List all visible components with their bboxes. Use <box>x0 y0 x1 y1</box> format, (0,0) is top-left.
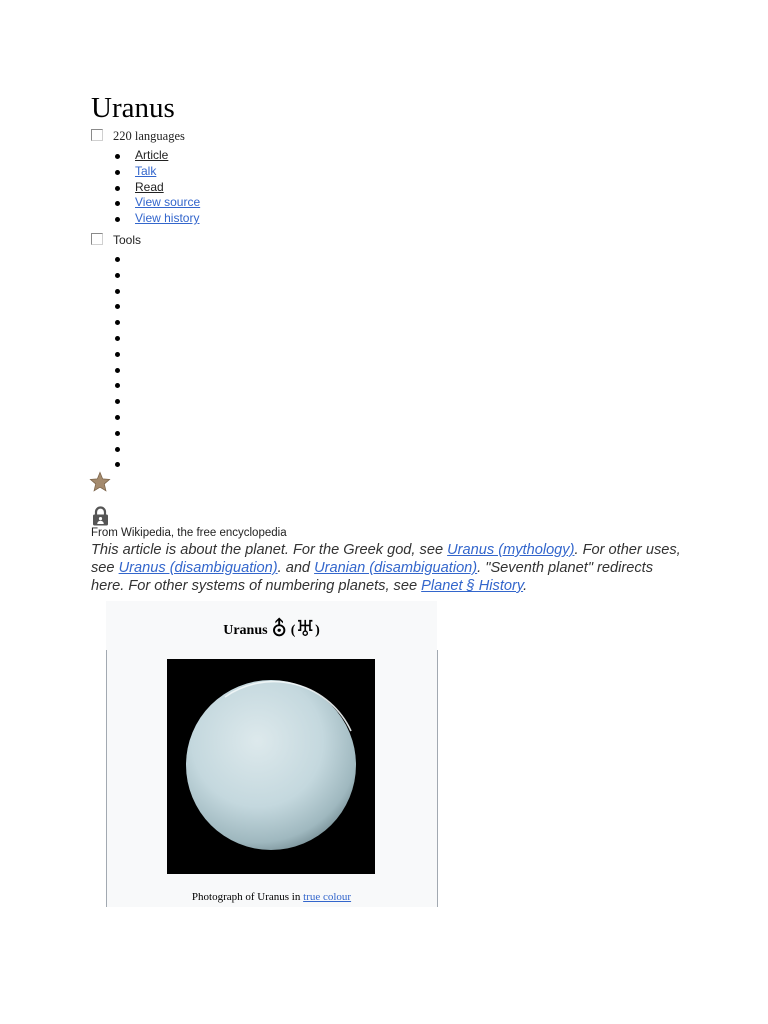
tab-view-history[interactable]: View history <box>135 211 200 226</box>
hatnote-link-planet-history[interactable]: Planet § History <box>421 578 524 594</box>
infobox <box>106 601 437 907</box>
paren-open: ( <box>290 623 296 638</box>
tab-view-source[interactable]: View source <box>135 195 201 210</box>
infobox-title <box>106 615 437 645</box>
uranus-symbol-icon: ⛢ <box>271 616 288 641</box>
hatnote-text: . "Seventh planet" redirects here. For other systems of numbering planets, see <box>91 560 654 594</box>
hatnote-link-uranus-disambiguation[interactable]: Uranus (disambiguation) <box>118 560 278 576</box>
site-tagline: From Wikipedia, the free encyclopedia <box>91 527 287 539</box>
caption-link-true-colour[interactable]: true colour <box>303 891 352 903</box>
page-views-list <box>135 148 200 227</box>
uranus-photo[interactable] <box>167 659 375 874</box>
infobox-caption <box>106 890 437 904</box>
hatnote-text: . For other uses, see <box>91 542 681 576</box>
languages-toggle[interactable] <box>91 128 185 144</box>
view-item-view-source <box>135 195 200 211</box>
tools-toggle[interactable] <box>91 232 141 248</box>
hatnote-text: . <box>523 578 528 594</box>
tools-checkbox[interactable] <box>91 233 103 245</box>
hatnote-link-uranian-disambiguation[interactable]: Uranian (disambiguation) <box>314 560 478 576</box>
view-item-read <box>135 180 200 196</box>
tab-read[interactable]: Read <box>135 179 164 194</box>
infobox-name: Uranus <box>223 623 268 638</box>
page-title: Uranus <box>91 92 175 124</box>
hatnote-text: This article is about the planet. For the Greek god, see <box>91 542 448 558</box>
languages-label: 220 languages <box>113 129 185 143</box>
view-item-talk <box>135 164 200 180</box>
tools-label: Tools <box>113 233 142 247</box>
view-item-view-history <box>135 211 200 227</box>
lock-icon <box>92 506 109 526</box>
uranus-alt-symbol-icon: ♅ <box>295 616 316 641</box>
view-item-article <box>135 148 200 164</box>
hatnote-link-uranus-mythology[interactable]: Uranus (mythology) <box>447 542 575 558</box>
hatnote-text: . and <box>277 560 315 576</box>
caption-text: Photograph of Uranus in <box>191 891 304 903</box>
star-icon <box>89 471 111 493</box>
hatnote <box>91 541 681 595</box>
tab-article[interactable]: Article <box>135 148 169 162</box>
languages-checkbox[interactable] <box>91 129 103 141</box>
tab-talk[interactable]: Talk <box>135 163 157 178</box>
paren-close: ) <box>315 623 320 638</box>
